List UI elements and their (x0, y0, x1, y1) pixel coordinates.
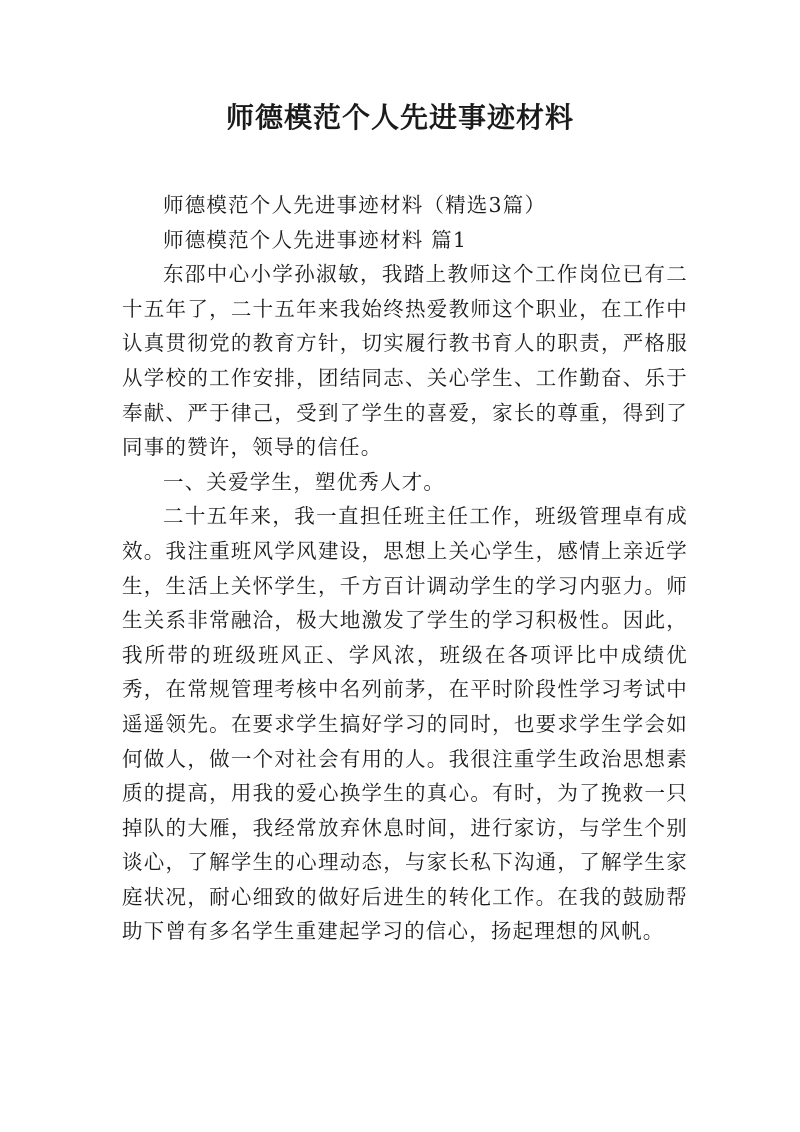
body-paragraph: 二十五年来，我一直担任班主任工作，班级管理卓有成效。我注重班风学风建设，思想上关心学生，感情上亲近学生，生活上关怀学生，千方百计调动学生的学习内驱力。师生关系非常融洽，极大地激发了学生的学习积极性。因此，我所带的班级班风正、学风浓，班级在各项评比中成绩优秀，在常规管理考核中名列前茅，在平时阶段性学习考试中遥遥领先。在要求学生搞好学习的同时，也要求学生学会如何做人，做一个对社会有用的人。我很注重学生政治思想素质的提高，用我的爱心换学生的真心。有时，为了挽救一只掉队的大雁，我经常放弃休息时间，进行家访，与学生个别谈心，了解学生的心理动态，与家长私下沟通，了解学生家庭状况，耐心细致的做好后进生的转化工作。在我的鼓励帮助下曾有多名学生重建起学习的信心，扬起理想的风帆。 (122, 504, 688, 944)
section-heading: 师德模范个人先进事迹材料 篇1 (163, 227, 468, 252)
subtitle-paragraph: 师德模范个人先进事迹材料（精选3篇） (163, 193, 547, 217)
body-paragraph: 东邵中心小学孙淑敏，我踏上教师这个工作岗位已有二十五年了，二十五年来我始终热爱教师这个职业，在工作中认真贯彻党的教育方针，切实履行教书育人的职责，严格服从学校的工作安排，团结同志、关心学生、工作勤奋、乐于奉献、严于律己，受到了学生的喜爱，家长的尊重，得到了同事的赞许，领导的信任。 (122, 262, 688, 460)
document-title: 师德模范个人先进事迹材料 (225, 101, 574, 134)
subsection-heading: 一、关爱学生，塑优秀人才。 (163, 469, 446, 494)
document-body (122, 188, 688, 949)
